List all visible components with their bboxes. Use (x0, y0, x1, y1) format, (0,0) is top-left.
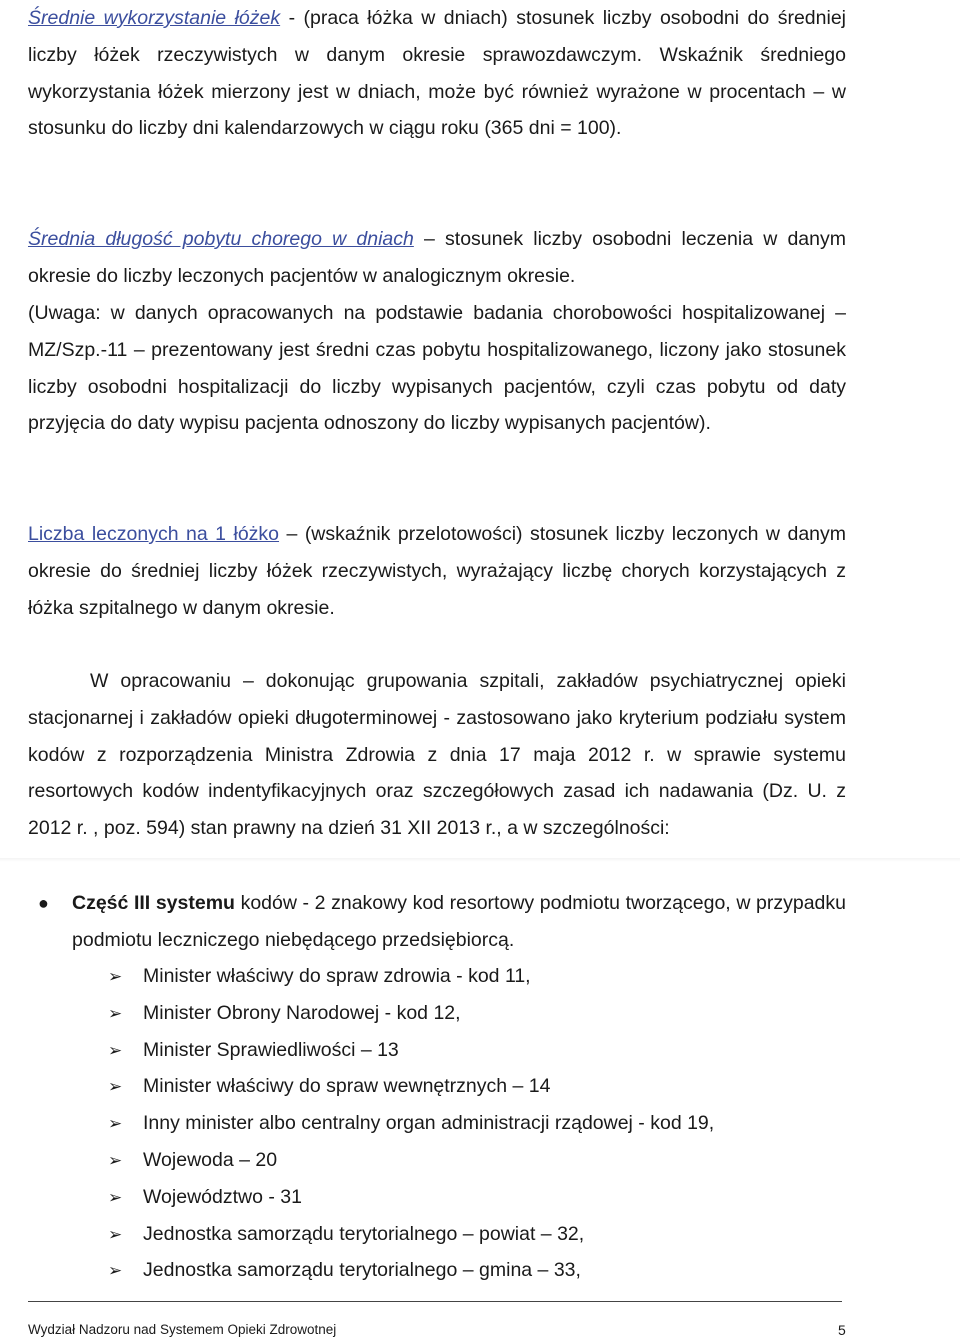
list-item-text: Jednostka samorządu terytorialnego – powiat – 32, (143, 1222, 585, 1245)
list-item-text: Wojewoda – 20 (143, 1148, 278, 1171)
list-item (108, 958, 848, 995)
arrow-bullet-icon: ➢ (108, 1187, 123, 1207)
list-item (108, 1252, 848, 1289)
arrow-bullet-icon: ➢ (108, 1224, 123, 1244)
footer-department: Wydział Nadzoru nad Systemem Opieki Zdrowotnej (28, 1322, 337, 1337)
page-number: 5 (838, 1322, 846, 1338)
list-item-text: Minister właściwy do spraw wewnętrznych – 14 (143, 1075, 551, 1098)
list-item-text: Inny minister albo centralny organ administracji rządowej - kod 19, (143, 1112, 715, 1135)
list-item (108, 1142, 848, 1179)
paragraph-avg-stay-note (28, 295, 846, 442)
list-item (108, 1105, 848, 1142)
arrow-bullet-icon: ➢ (108, 1003, 123, 1023)
bullet-dot-icon: ● (38, 893, 49, 913)
list-item (108, 1179, 848, 1216)
arrow-bullet-icon: ➢ (108, 1040, 123, 1060)
paragraph-patients-per-bed (28, 516, 846, 626)
list-item-text: Minister właściwy do spraw zdrowia - kod 11, (143, 965, 531, 987)
footer-divider (28, 1301, 842, 1302)
arrow-bullet-icon: ➢ (108, 1261, 123, 1281)
list-item-text: Województwo - 31 (143, 1185, 302, 1208)
term-patients-per-bed: Liczba leczonych na 1 łóżko (28, 523, 280, 545)
definition-bed-utilization: - (praca łóżka w dniach) stosunek liczby osobodni do średniej liczby łóżek rzeczywistych w danym okresie sprawozdawczym. Wskaźnik średniego wykorzystania łóżek mierzony jest w dniach, może być również wyrażone w procentach – w stosunku do liczby dni kalendarzowych w ciągu roku (365 dni = 100). (28, 7, 846, 140)
list-item (108, 1032, 848, 1069)
bullet-text: kodów - 2 znakowy kod resortowy podmiotu tworzącego, w przypadku podmiotu leczniczego niebędącego przedsiębiorcą. (72, 892, 846, 951)
list-item (108, 1068, 848, 1105)
list-item (108, 1216, 848, 1253)
paragraph-avg-stay (28, 221, 846, 295)
arrow-bullet-icon: ➢ (108, 1077, 123, 1097)
term-avg-stay: Średnia długość pobytu chorego w dniach (28, 228, 414, 250)
code-list (108, 958, 848, 1289)
note-avg-stay: (Uwaga: w danych opracowanych na podstawie badania chorobowości hospitalizowanej – MZ/Szp.-11 – prezentowany jest średni czas pobytu hospitalizowanego, liczony jako stosunek liczby osobodni hospitalizacji do liczby wypisanych pacjentów, czyli czas pobytu od daty przyjęcia do daty wypisu pacjenta odnoszony do liczby wypisanych pacjentów). (28, 302, 846, 435)
paragraph-methodology (28, 663, 846, 847)
definition-avg-stay: – stosunek liczby osobodni leczenia w danym okresie do liczby leczonych pacjentów w analogicznym okresie. (28, 228, 846, 287)
methodology-text: W opracowaniu – dokonując grupowania szpitali, zakładów psychiatrycznej opieki stacjonarnej i zakładów opieki długoterminowej - zastosowano jako kryterium podziału system kodów z rozporządzenia Ministra Zdrowia z dnia 17 maja 2012 r. w sprawie systemu resortowych kodów indentyfikacyjnych oraz szczegółowych zasad ich nadawania (Dz. U. z 2012 r. , poz. 594) stan prawny na dzień 31 XII 2013 r., a w szczególności: (28, 670, 846, 840)
bullet-content (72, 885, 846, 959)
arrow-bullet-icon: ➢ (108, 967, 123, 986)
definition-patients-per-bed: – (wskaźnik przelotowości) stosunek liczby leczonych w danym okresie do średniej liczby łóżek rzeczywistych, wyrażający liczbę chorych korzystających z łóżka szpitalnego w danym okresie. (28, 523, 847, 619)
term-bed-utilization: Średnie wykorzystanie łóżek (28, 7, 281, 29)
list-item-text: Minister Obrony Narodowej - kod 12, (143, 1001, 461, 1024)
bullet-bold-label: Część III systemu (72, 892, 235, 914)
faint-divider (0, 858, 960, 862)
list-item-text: Minister Sprawiedliwości – 13 (143, 1038, 399, 1061)
arrow-bullet-icon: ➢ (108, 1114, 123, 1134)
list-item (108, 995, 848, 1032)
bullet-item-part-iii (28, 885, 846, 959)
arrow-bullet-icon: ➢ (108, 1150, 123, 1170)
list-item-text: Jednostka samorządu terytorialnego – gmina – 33, (143, 1259, 581, 1282)
paragraph-bed-utilization (28, 0, 846, 147)
